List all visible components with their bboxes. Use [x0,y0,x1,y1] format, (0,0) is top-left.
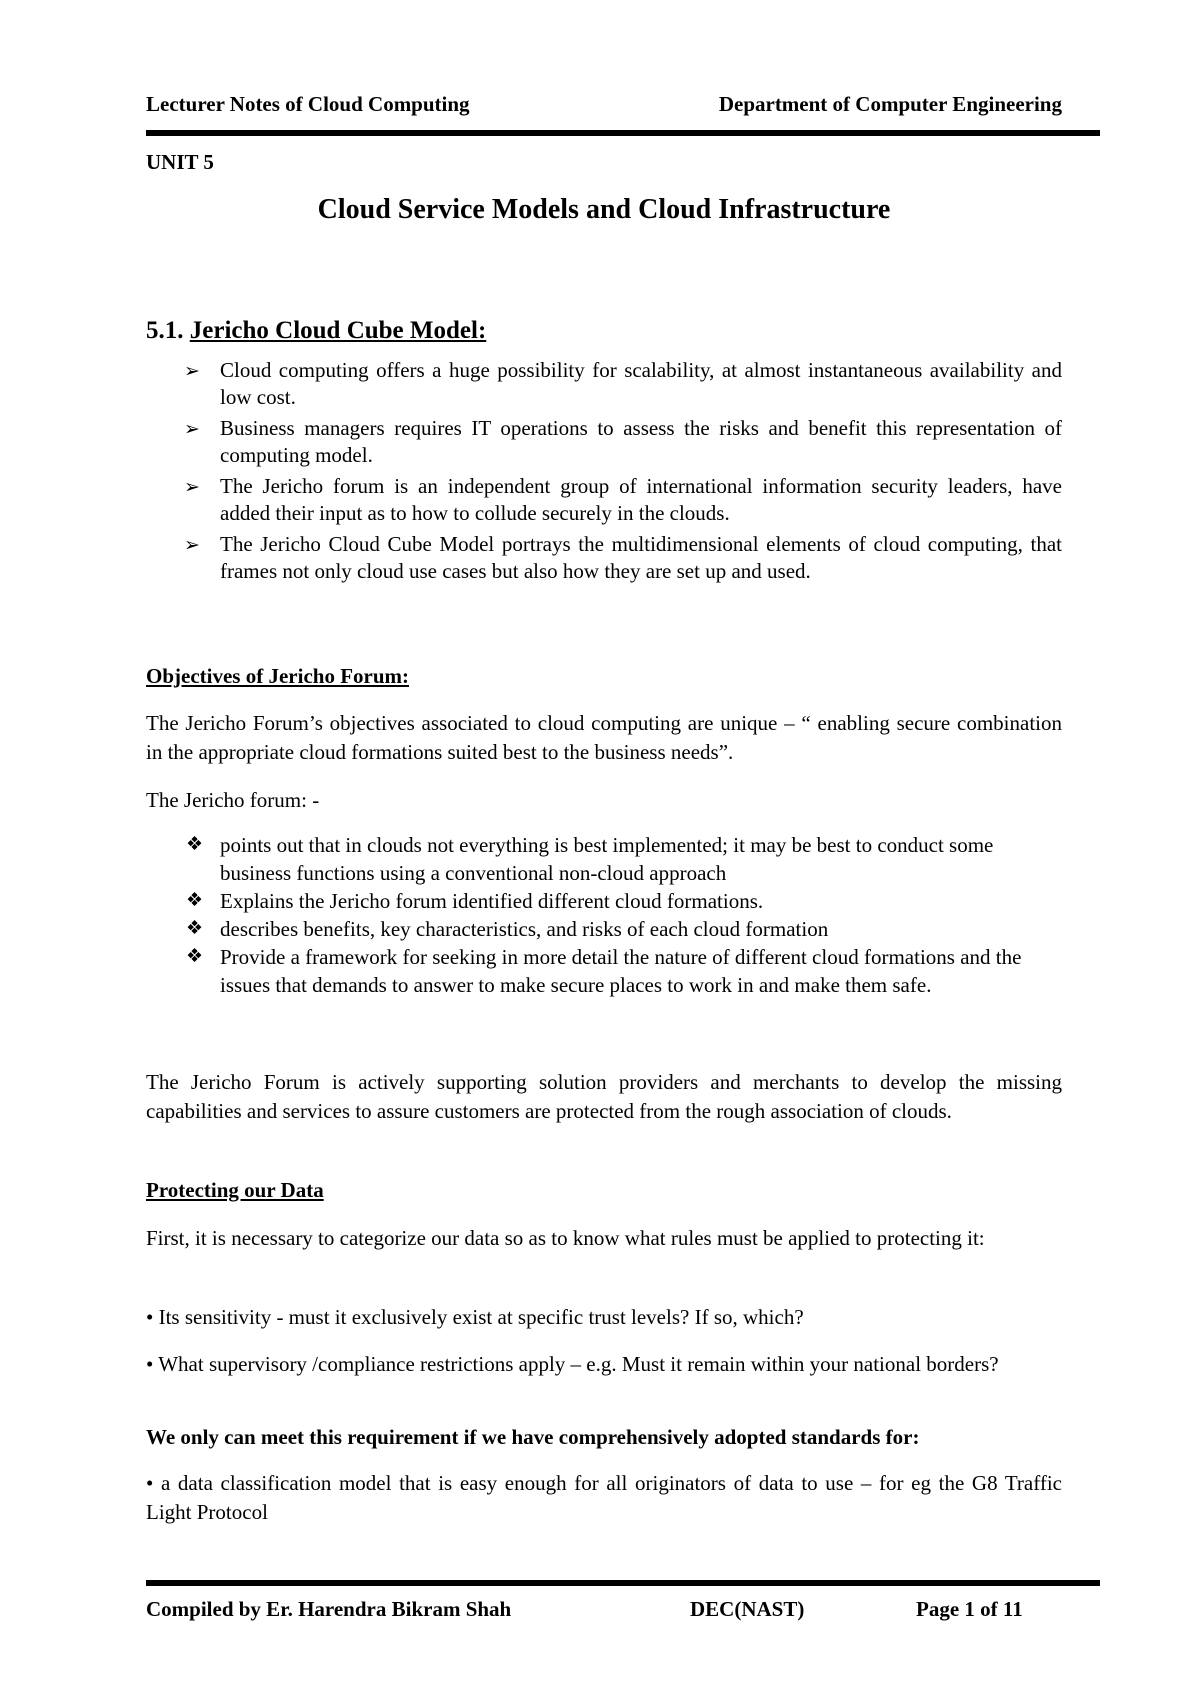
list-item [146,831,1062,887]
protecting-data-heading: Protecting our Data [146,1178,324,1202]
page-header [146,92,1062,122]
jericho-forum-closing-paragraph: The Jericho Forum is actively supporting solution providers and merchants to develop the missing capabilities and services to assure customers are protected from the rough association of clouds. [146,1070,1062,1123]
footer-institution: DEC(NAST) [690,1597,805,1621]
arrow-bullet-icon: ➢ [184,419,200,440]
objectives-bullet-list [146,831,1062,999]
list-item-text: Explains the Jericho forum identified different cloud formations. [220,889,764,913]
four-diamond-bullet-icon: ❖ [186,890,204,911]
list-item [146,357,1062,411]
objectives-heading: Objectives of Jericho Forum: [146,664,410,688]
list-item-text: Provide a framework for seeking in more detail the nature of different cloud formations and the issues that demands to answer to make secure places to work in and make them safe. [220,945,1022,997]
four-diamond-bullet-icon: ❖ [186,918,204,939]
list-item-text: Business managers requires IT operations to assess the risks and benefit this representation of computing model. [220,416,1062,467]
intro-bullet-list [146,357,1062,589]
section-heading [146,317,486,345]
list-item-text: points out that in clouds not everything is best implemented; it may be best to conduct some business functions using a conventional non-cloud approach [220,833,994,885]
unit-label: UNIT 5 [146,150,214,174]
classification-bullet: • a data classification model that is easy enough for all originators of data to use – for eg the G8 Traffic Light Protocol [146,1471,1062,1524]
list-item [146,943,1062,999]
arrow-bullet-icon: ➢ [184,477,200,498]
section-title: Jericho Cloud Cube Model: [189,317,487,344]
four-diamond-bullet-icon: ❖ [186,946,204,967]
header-department: Department of Computer Engineering [718,92,1062,116]
sensitivity-bullet: • Its sensitivity - must it exclusively exist at specific trust levels? If so, which? [146,1305,804,1329]
compliance-bullet: • What supervisory /compliance restrictions apply – e.g. Must it remain within your national borders? [146,1352,999,1376]
header-rule [146,130,1100,136]
footer-page-number: Page 1 of 11 [916,1597,1023,1621]
list-item-text: The Jericho forum is an independent group of international information security leaders, have added their input as to how to collude securely in the clouds. [220,474,1062,525]
arrow-bullet-icon: ➢ [184,535,200,556]
four-diamond-bullet-icon: ❖ [186,834,204,855]
list-item [146,415,1062,469]
protecting-data-intro: First, it is necessary to categorize our data so as to know what rules must be applied to protecting it: [146,1226,985,1250]
list-item [146,887,1062,915]
arrow-bullet-icon: ➢ [184,361,200,382]
list-item [146,915,1062,943]
requirement-statement: We only can meet this requirement if we have comprehensively adopted standards for: [146,1425,920,1449]
list-item [146,473,1062,527]
objectives-paragraph: The Jericho Forum’s objectives associated to cloud computing are unique – “ enabling secure combination in the appropriate cloud formations suited best to the business needs”. [146,711,1062,764]
header-course-title: Lecturer Notes of Cloud Computing [146,92,470,116]
list-item [146,531,1062,585]
footer-rule [146,1580,1100,1586]
list-item-text: Cloud computing offers a huge possibility for scalability, at almost instantaneous availability and low cost. [220,358,1062,409]
footer-compiled-by: Compiled by Er. Harendra Bikram Shah [146,1597,512,1621]
list-item-text: describes benefits, key characteristics, and risks of each cloud formation [220,917,829,941]
list-item-text: The Jericho Cloud Cube Model portrays the multidimensional elements of cloud computing, that frames not only cloud use cases but also how they are set up and used. [220,532,1062,583]
section-number: 5.1. [146,317,190,344]
page-footer [146,1597,1062,1627]
jericho-forum-lead: The Jericho forum: - [146,788,320,812]
page-title: Cloud Service Models and Cloud Infrastructure [317,194,891,225]
